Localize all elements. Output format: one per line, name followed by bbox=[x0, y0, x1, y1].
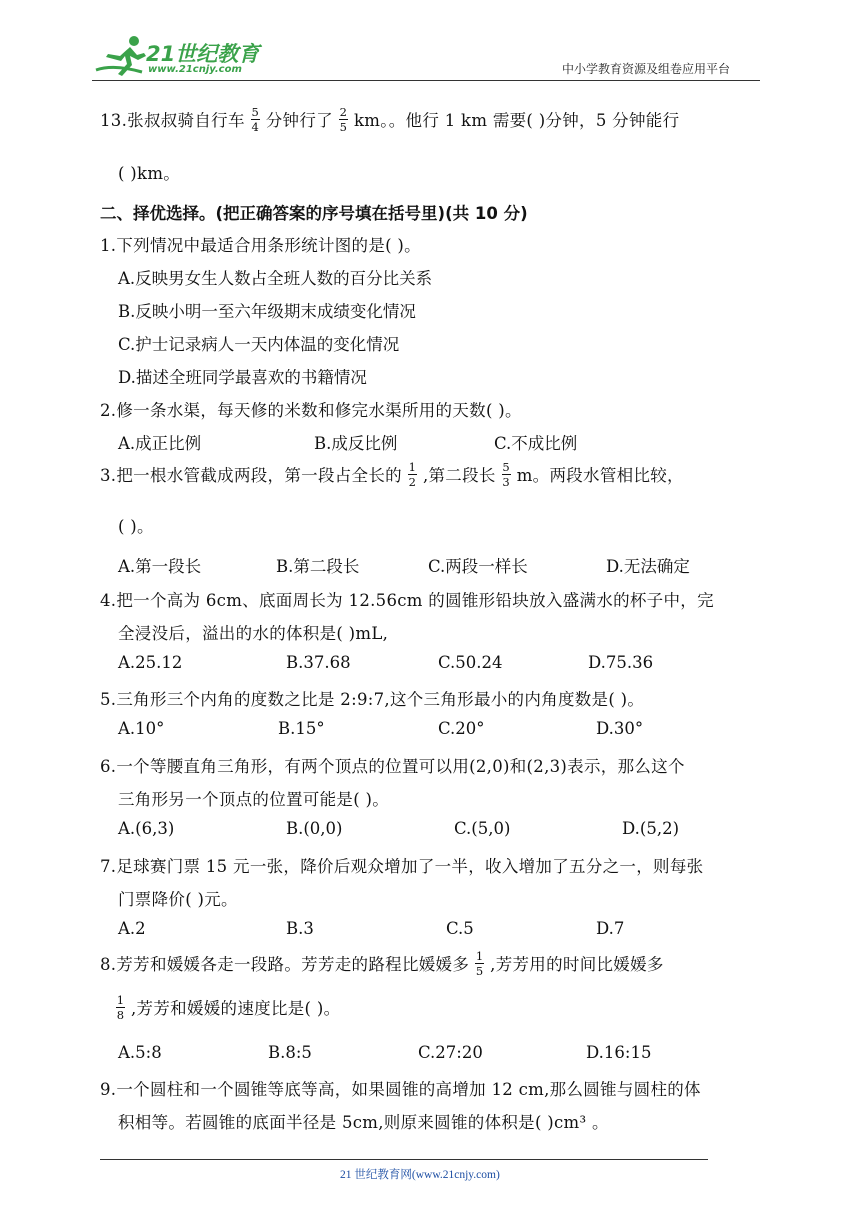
question-4-option-d: D.75.36 bbox=[588, 653, 654, 672]
question-8-option-a: A.5:8 bbox=[118, 1043, 162, 1062]
section-2-title: 二、择优选择。(把正确答案的序号填在括号里)(共 10 分) bbox=[100, 204, 528, 223]
question-2-stem: 2.修一条水渠，每天修的米数和修完水渠所用的天数( )。 bbox=[100, 401, 522, 420]
question-6-line2: 三角形另一个顶点的位置可能是( )。 bbox=[118, 790, 390, 809]
question-8-option-d: D.16:15 bbox=[586, 1043, 652, 1062]
question-5-option-b: B.15° bbox=[278, 719, 325, 738]
question-8-line2: $\frac{1}{8}$ ,芳芳和媛媛的速度比是( )。 bbox=[116, 993, 341, 1022]
question-6-line1: 6.一个等腰直角三角形，有两个顶点的位置可以用(2,0)和(2,3)表示，那么这个 bbox=[100, 757, 685, 776]
question-8-option-c: C.27:20 bbox=[418, 1043, 483, 1062]
question-3-line1: 3.把一根水管截成两段，第一段占全长的 $\frac{1}{2}$ ,第二段长 $\frac{5}{3}$ m。两段水管相比较， bbox=[100, 460, 684, 489]
question-4-option-a: A.25.12 bbox=[118, 653, 183, 672]
question-1-option-c: C.护士记录病人一天内体温的变化情况 bbox=[118, 335, 400, 354]
question-13-line2: ( )km。 bbox=[118, 164, 181, 183]
question-3-option-a: A.第一段长 bbox=[118, 557, 202, 576]
question-7-option-b: B.3 bbox=[286, 919, 314, 938]
question-2-option-c: C.不成比例 bbox=[494, 434, 578, 453]
question-1-option-d: D.描述全班同学最喜欢的书籍情况 bbox=[118, 368, 367, 387]
fraction-2-5: $\frac{2}{5}$ bbox=[339, 105, 348, 134]
question-6-option-a: A.(6,3) bbox=[118, 819, 175, 838]
question-3-line2: ( )。 bbox=[118, 517, 154, 536]
question-8-option-b: B.8:5 bbox=[268, 1043, 312, 1062]
question-13-line1: 13.张叔叔骑自行车 $\frac{5}{4}$ 分钟行了 $\frac{2}{5}$ km。。他行 1 km 需要( )分钟，5 分钟能行 bbox=[100, 105, 680, 134]
question-1-option-a: A.反映男女生人数占全班人数的百分比关系 bbox=[118, 269, 433, 288]
question-5-option-c: C.20° bbox=[438, 719, 485, 738]
runner-logo-icon bbox=[94, 34, 154, 78]
question-6-option-b: B.(0,0) bbox=[286, 819, 343, 838]
header-divider bbox=[92, 80, 760, 81]
fraction-1-8: $\frac{1}{8}$ bbox=[116, 993, 125, 1022]
question-7-option-c: C.5 bbox=[446, 919, 474, 938]
question-5-stem: 5.三角形三个内角的度数之比是 2:9:7,这个三角形最小的内角度数是( )。 bbox=[100, 690, 645, 709]
question-4-option-b: B.37.68 bbox=[286, 653, 351, 672]
fraction-1-2: $\frac{1}{2}$ bbox=[408, 460, 417, 489]
fraction-5-4: $\frac{5}{4}$ bbox=[251, 105, 260, 134]
question-2-option-b: B.成反比例 bbox=[314, 434, 398, 453]
logo-text: 21世纪教育 bbox=[146, 42, 260, 66]
question-7-option-a: A.2 bbox=[118, 919, 146, 938]
question-1-stem: 1.下列情况中最适合用条形统计图的是( )。 bbox=[100, 236, 421, 255]
site-logo bbox=[94, 34, 264, 78]
fraction-5-3: $\frac{5}{3}$ bbox=[502, 460, 511, 489]
header-tagline: 中小学教育资源及组卷应用平台 bbox=[562, 62, 731, 76]
question-7-option-d: D.7 bbox=[596, 919, 625, 938]
question-4-line1: 4.把一个高为 6cm、底面周长为 12.56cm 的圆锥形铅块放入盛满水的杯子中，完 bbox=[100, 591, 714, 610]
question-3-option-d: D.无法确定 bbox=[606, 557, 690, 576]
question-6-option-d: D.(5,2) bbox=[622, 819, 680, 838]
logo-url: www.21cnjy.com bbox=[148, 64, 242, 75]
footer-divider bbox=[100, 1159, 708, 1160]
question-5-option-a: A.10° bbox=[118, 719, 165, 738]
question-5-option-d: D.30° bbox=[596, 719, 644, 738]
fraction-1-5: $\frac{1}{5}$ bbox=[475, 949, 484, 978]
question-3-option-b: B.第二段长 bbox=[276, 557, 360, 576]
footer-text: 21 世纪教育网(www.21cnjy.com) bbox=[340, 1169, 500, 1181]
question-2-option-a: A.成正比例 bbox=[118, 434, 202, 453]
question-3-option-c: C.两段一样长 bbox=[428, 557, 528, 576]
question-9-line1: 9.一个圆柱和一个圆锥等底等高，如果圆锥的高增加 12 cm,那么圆锥与圆柱的体 bbox=[100, 1080, 701, 1099]
question-1-option-b: B.反映小明一至六年级期末成绩变化情况 bbox=[118, 302, 416, 321]
question-7-line2: 门票降价( )元。 bbox=[118, 890, 238, 909]
question-4-option-c: C.50.24 bbox=[438, 653, 503, 672]
question-7-line1: 7.足球赛门票 15 元一张，降价后观众增加了一半，收入增加了五分之一，则每张 bbox=[100, 857, 704, 876]
question-4-line2: 全浸没后，溢出的水的体积是( )mL, bbox=[118, 624, 389, 643]
question-9-line2: 积相等。若圆锥的底面半径是 5cm,则原来圆锥的体积是( )cm³ 。 bbox=[118, 1113, 609, 1132]
question-6-option-c: C.(5,0) bbox=[454, 819, 511, 838]
question-8-line1: 8.芳芳和媛媛各走一段路。芳芳走的路程比媛媛多 $\frac{1}{5}$ ,芳芳用的时间比媛媛多 bbox=[100, 949, 664, 978]
